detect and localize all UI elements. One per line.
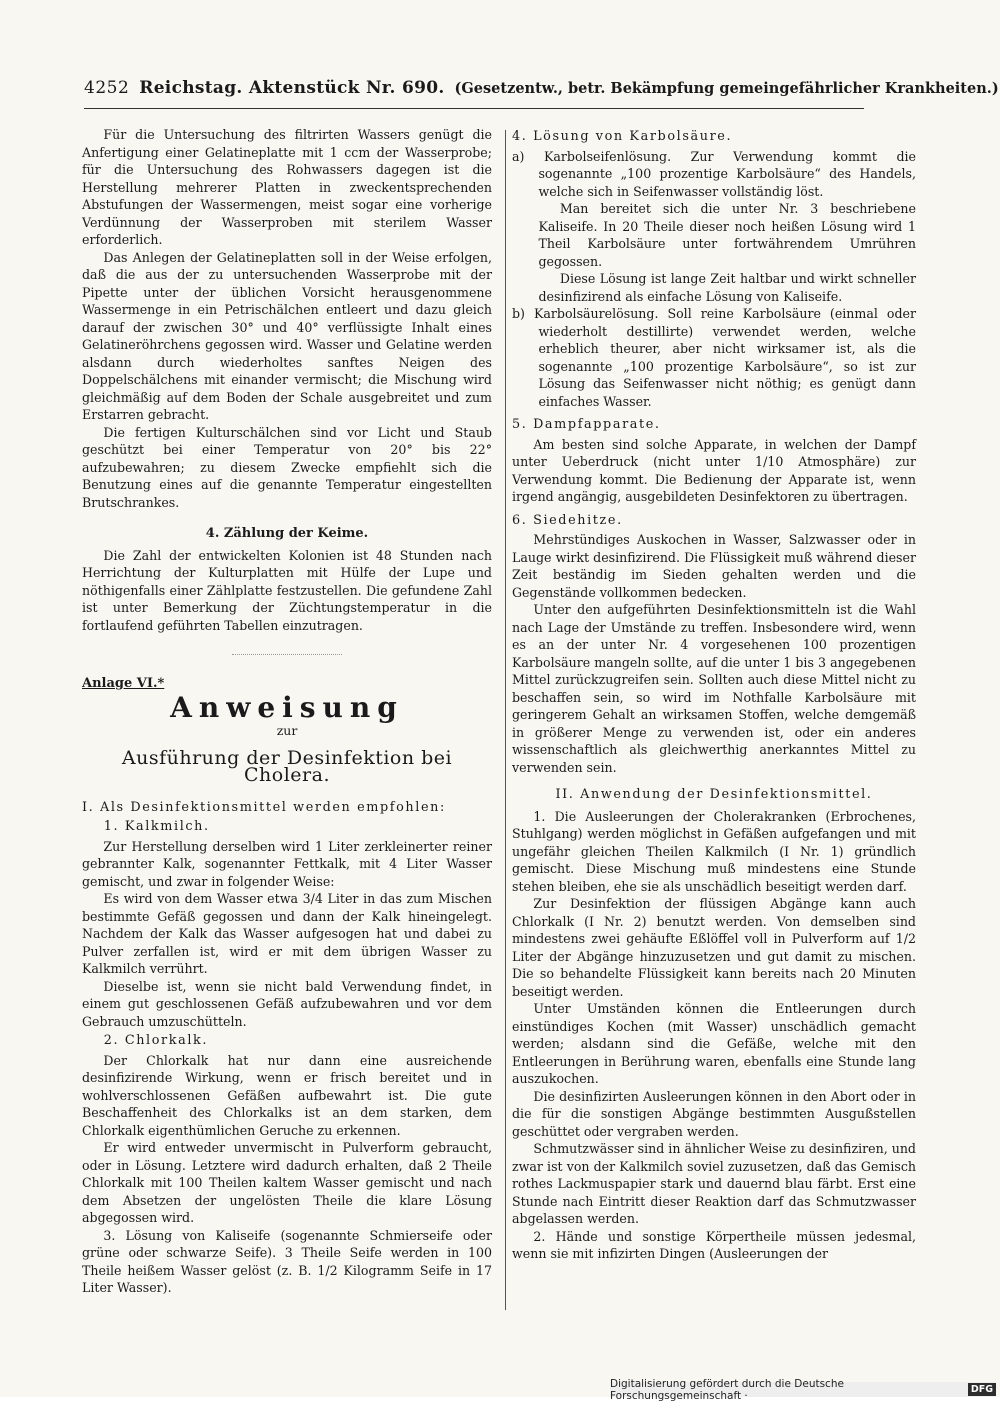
paragraph: Zur Desinfektion der flüssigen Abgänge kann auch Chlorkalk (I Nr. 2) benutzt werden. Von demselben sind mindestens zwei gehäufte Eßlöffel voll in Pulverform auf 1/2 Liter der Abgänge hinzuzusetzen und gut damit zu mischen. Die so behandelte Flüssigkeit kann bereits nach 20 Minuten beseitigt werden. — [512, 896, 916, 999]
page-header — [84, 78, 999, 104]
paragraph: Diese Lösung ist lange Zeit haltbar und wirkt schneller desinfizirend als einfache Lösung von Kaliseife. — [538, 271, 916, 304]
column-divider — [505, 130, 506, 1310]
left-column — [82, 126, 492, 1297]
paragraph: b) Karbolsäurelösung. Soll reine Karbolsäure (einmal oder wiederholt destillirte) verwendet werden, welche erheblich theurer, aber nicht wirksamer ist, als die sogenannte „100 prozentige Karbolsäure“, so ist zur Lösung das Seifenwasser nicht nöthig; es genügt dann einfaches Wasser. — [512, 306, 916, 409]
annex-label: Anlage VI.* — [82, 676, 165, 691]
document-subtitle: Ausführung der Desinfektion bei Cholera. — [121, 746, 453, 786]
paragraph: Die desinfizirten Ausleerungen können in den Abort oder in die für die sonstigen Abgänge bestimmten Ausgußstellen geschüttet oder vergraben werden. — [512, 1088, 916, 1139]
paragraph: 1. Die Ausleerungen der Cholerakranken (Erbrochenes, Stuhlgang) werden möglichst in Gefäßen aufgefangen und mit ungefähr gleichen Theilen Kalkmilch (I Nr. 1) gründlich gemischt. Diese Mischung muß mindestens eine Stunde stehen bleiben, ehe sie als unschädlich beseitigt werden darf. — [512, 808, 916, 894]
section-heading: 4. Zählung der Keime. — [205, 526, 369, 541]
section-heading: II. Anwendung der Desinfektionsmittel. — [555, 787, 873, 802]
subsection-heading: 1. Kalkmilch. — [103, 819, 210, 834]
paragraph: Mehrstündiges Auskochen in Wasser, Salzwasser oder in Lauge wirkt desinfizirend. Die Flüssigkeit muß während dieser Zeit beständig im Sieden gehalten werden und die Gegenstände vollkommen bedecken. — [512, 532, 916, 600]
digitization-footer — [610, 1377, 996, 1402]
subsection-heading: 2. Chlorkalk. — [103, 1033, 209, 1048]
paragraph: Unter den aufgeführten Desinfektionsmitteln ist die Wahl nach Lage der Umstände zu treffen. Insbesondere wird, wenn es an der unter Nr. 4 vorgesehenen 100 prozentigen Karbolsäure mangeln sollte, auf die unter 1 bis 3 angegebenen Mittel zurückzugreifen sein. Sollten auch diese Mittel nicht zu beschaffen sein, so wird im Nothfalle Karbolsäure mit geringerem Gehalt an wirksamen Stoffen, welche demgemäß in größerer Menge zu verwenden ist, oder ein anderes wissenschaftlich als gleichwerthig anerkanntes Mittel zu verwenden sein. — [512, 602, 916, 775]
dfg-logo: DFG — [968, 1383, 996, 1396]
paragraph: Für die Untersuchung des filtrirten Wassers genügt die Anfertigung einer Gelatineplatte mit 1 ccm der Wasserprobe; für die Untersuchung des Rohwassers dagegen ist die Herstellung mehrerer Platten in zweckentsprechenden Abstufungen der Wassermengen, meist sogar eine vorherige Verdünnung der Wasserproben mit sterilem Wasser erforderlich. — [82, 127, 492, 247]
document-title: Anweisung — [170, 690, 404, 724]
page-number: 4252 — [84, 78, 130, 98]
paragraph: Zur Herstellung derselben wird 1 Liter zerkleinerter reiner gebrannter Kalk, sogenannter Fettkalk, mit 4 Liter Wasser gemischt, und zwar in folgender Weise: — [82, 838, 492, 889]
paragraph: 2. Hände und sonstige Körpertheile müssen jedesmal, wenn sie mit infizirten Dingen (Ausleerungen der — [512, 1228, 916, 1261]
separator — [232, 654, 342, 655]
right-column — [512, 126, 916, 1263]
paragraph: Es wird von dem Wasser etwa 3/4 Liter in das zum Mischen bestimmte Gefäß gegossen und dann der Kalk hineingelegt. Nachdem der Kalk das Wasser aufgesogen hat und dabei zu Pulver zerfallen ist, wird er mit dem übrigen Wasser zu Kalkmilch verrührt. — [82, 891, 492, 976]
paragraph: Schmutzwässer sind in ähnlicher Weise zu desinfiziren, und zwar ist von der Kalkmilch soviel zuzusetzen, daß das Gemisch rothes Lackmuspapier stark und dauernd blau färbt. Erst eine Stunde nach Eintritt dieser Reaktion darf das Schmutzwasser abgelassen werden. — [512, 1141, 916, 1226]
footer-text: Digitalisierung gefördert durch die Deutsche Forschungsgemeinschaft · — [610, 1377, 844, 1402]
paragraph: Am besten sind solche Apparate, in welchen der Dampf unter Ueberdruck (nicht unter 1/10 Atmosphäre) zur Verwendung kommt. Die Bedienung der Apparate ist, wenn irgend angängig, ausgebildeten Desinfektoren zu übertragen. — [512, 436, 916, 504]
paragraph: Die fertigen Kulturschälchen sind vor Licht und Staub geschützt bei einer Temperatur von 20° bis 22° aufzubewahren; zu diesem Zwecke empfiehlt sich die Benutzung eines auf die genannte Temperatur eingestellten Brutschrankes. — [82, 424, 492, 510]
header-subtitle: (Gesetzentw., betr. Bekämpfung gemeingefährlicher Krankheiten.) — [454, 80, 999, 97]
section-heading: I. Als Desinfektionsmittel werden empfohlen: — [82, 799, 446, 815]
paragraph: Er wird entweder unvermischt in Pulverform gebraucht, oder in Lösung. Letztere wird dadurch erhalten, daß 2 Theile Chlorkalk mit 100 Theilen kaltem Wasser gemischt und nach dem Absetzen der ungelösten Theile die klare Lösung abgegossen wird. — [82, 1140, 492, 1225]
subsection-heading: 5. Dampfapparate. — [512, 417, 661, 432]
paragraph: Unter Umständen können die Entleerungen durch einstündiges Kochen (mit Wasser) unschädlich gemacht werden; alsdann sind die Gefäße, welche mit den Entleerungen in Berührung waren, ebenfalls eine Stunde lang auszukochen. — [512, 1001, 916, 1086]
paragraph: Dieselbe ist, wenn sie nicht bald Verwendung findet, in einem gut geschlossenen Gefäß aufzubewahren und vor dem Gebrauch umzuschütteln. — [82, 978, 492, 1029]
paragraph: Man bereitet sich die unter Nr. 3 beschriebene Kaliseife. In 20 Theile dieser noch heißen Lösung wird 1 Theil Karbolsäure unter fortwährendem Umrühren gegossen. — [538, 201, 916, 269]
subsection-heading: 6. Siedehitze. — [512, 512, 623, 528]
paragraph: Der Chlorkalk hat nur dann eine ausreichende desinfizirende Wirkung, wenn er frisch bereitet und in wohlverschlossenen Gefäßen aufbewahrt ist. Die gute Beschaffenheit des Chlorkalks ist an dem starken, dem Chlorkalk eigenthümlichen Geruche zu erkennen. — [82, 1052, 492, 1138]
subsection-heading: 4. Lösung von Karbolsäure. — [512, 129, 733, 144]
paragraph: Die Zahl der entwickelten Kolonien ist 48 Stunden nach Herrichtung der Kulturplatten mit Hülfe der Lupe und nöthigenfalls einer Zählplatte festzustellen. Die gefundene Zahl ist unter Bemerkung der Züchtungstemperatur in die fortlaufend geführten Tabellen einzutragen. — [82, 547, 492, 633]
header-rule — [84, 108, 864, 109]
header-title: Reichstag. Aktenstück Nr. 690. — [139, 78, 445, 98]
paragraph: a) Karbolseifenlösung. Zur Verwendung kommt die sogenannte „100 prozentige Karbolsäure“ des Handels, welche sich in Seifenwasser vollständig löst. — [512, 148, 916, 199]
title-connector: zur — [276, 723, 298, 738]
paragraph: 3. Lösung von Kaliseife (sogenannte Schmierseife oder grüne oder schwarze Seife). 3 Theile Seife werden in 100 Theile heißem Wasser gelöst (z. B. 1/2 Kilogramm Seife in 17 Liter Wasser). — [82, 1227, 492, 1295]
paragraph: Das Anlegen der Gelatineplatten soll in der Weise erfolgen, daß die aus der zu untersuchenden Wasserprobe mit der Pipette unter der üblichen Vorsicht herausgenommene Wassermenge in ein Petrischälchen entleert und dazu gleich darauf der zwischen 30° und 40° verflüssigte Inhalt eines Gelatineröhrchens gegossen wird. Wasser und Gelatine werden alsdann durch wiederholtes sanftes Neigen des Doppelschälchens mit einander vermischt; die Mischung wird gleichmäßig auf dem Boden der Schale ausgebreitet und zum Erstarren gebracht. — [82, 249, 492, 422]
